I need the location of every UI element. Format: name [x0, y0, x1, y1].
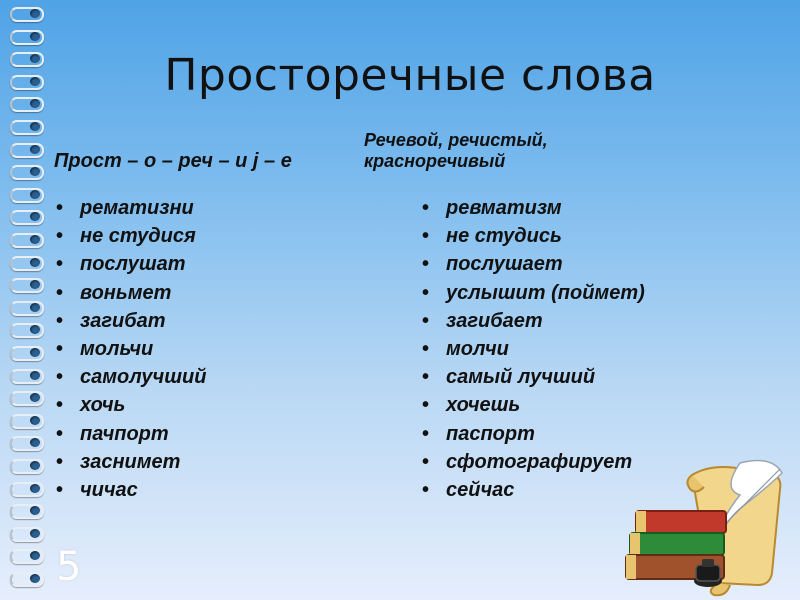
spiral-ring: [8, 571, 46, 586]
spiral-wire: [10, 97, 44, 112]
list-item: • не студись: [420, 222, 645, 250]
spiral-wire: [10, 391, 44, 406]
spiral-ring: [8, 277, 46, 292]
list-item: • самолучший: [54, 363, 206, 391]
spiral-binding: [8, 6, 52, 596]
spiral-wire: [10, 436, 44, 451]
slide-title: Просторечные слова: [164, 50, 656, 101]
spiral-wire: [10, 256, 44, 271]
spiral-ring: [8, 119, 46, 134]
list-item: • заснимет: [54, 448, 206, 476]
spiral-ring: [8, 481, 46, 496]
spiral-ring: [8, 142, 46, 157]
list-item: • воньмет: [54, 279, 206, 307]
spiral-wire: [10, 143, 44, 158]
spiral-ring: [8, 322, 46, 337]
list-item: • пачпорт: [54, 420, 206, 448]
spiral-ring: [8, 526, 46, 541]
spiral-wire: [10, 549, 44, 564]
spiral-ring: [8, 187, 46, 202]
list-item: • хочь: [54, 391, 206, 419]
books-scroll-quill-icon: [622, 455, 794, 597]
spiral-wire: [10, 301, 44, 316]
colloquial-word-list: [54, 194, 206, 504]
list-item: • загибат: [54, 307, 206, 335]
spiral-wire: [10, 323, 44, 338]
list-item: • мольчи: [54, 335, 206, 363]
list-item: • ревматизм: [420, 194, 645, 222]
spiral-wire: [10, 30, 44, 45]
list-item: • хочешь: [420, 391, 645, 419]
spiral-wire: [10, 188, 44, 203]
spiral-wire: [10, 369, 44, 384]
list-item: • молчи: [420, 335, 645, 363]
spiral-wire: [10, 210, 44, 225]
list-item: • сфотографирует: [420, 448, 645, 476]
spiral-wire: [10, 278, 44, 293]
spiral-ring: [8, 548, 46, 563]
list-item: • рематизни: [54, 194, 206, 222]
list-item: • сейчас: [420, 476, 645, 504]
list-item: • загибает: [420, 307, 645, 335]
spiral-wire: [10, 527, 44, 542]
spiral-ring: [8, 390, 46, 405]
spiral-ring: [8, 413, 46, 428]
right-heading-line-1: Речевой, речистый,: [364, 130, 548, 150]
list-item: • послушат: [54, 250, 206, 278]
list-item: • не студися: [54, 222, 206, 250]
spiral-ring: [8, 503, 46, 518]
list-item: • паспорт: [420, 420, 645, 448]
spiral-wire: [10, 414, 44, 429]
spiral-wire: [10, 52, 44, 67]
left-column-heading: Прост – о – реч – и j – е: [54, 150, 292, 172]
list-item: • чичас: [54, 476, 206, 504]
spiral-wire: [10, 504, 44, 519]
spiral-wire: [10, 233, 44, 248]
spiral-wire: [10, 459, 44, 474]
spiral-wire: [10, 120, 44, 135]
standard-word-list: [420, 194, 645, 504]
spiral-wire: [10, 165, 44, 180]
right-column-heading: [364, 130, 664, 172]
spiral-ring: [8, 74, 46, 89]
spiral-ring: [8, 345, 46, 360]
spiral-ring: [8, 300, 46, 315]
spiral-ring: [8, 51, 46, 66]
right-heading-line-2: красноречивый: [364, 151, 506, 171]
spiral-ring: [8, 435, 46, 450]
slide-number: 5: [56, 544, 82, 590]
spiral-ring: [8, 368, 46, 383]
spiral-wire: [10, 572, 44, 587]
spiral-wire: [10, 482, 44, 497]
list-item: • послушает: [420, 250, 645, 278]
spiral-ring: [8, 458, 46, 473]
spiral-ring: [8, 255, 46, 270]
spiral-ring: [8, 29, 46, 44]
spiral-ring: [8, 6, 46, 21]
spiral-ring: [8, 209, 46, 224]
spiral-wire: [10, 346, 44, 361]
spiral-wire: [10, 75, 44, 90]
list-item: • услышит (поймет): [420, 279, 645, 307]
spiral-ring: [8, 164, 46, 179]
spiral-ring: [8, 96, 46, 111]
spiral-ring: [8, 232, 46, 247]
list-item: • самый лучший: [420, 363, 645, 391]
spiral-wire: [10, 7, 44, 22]
